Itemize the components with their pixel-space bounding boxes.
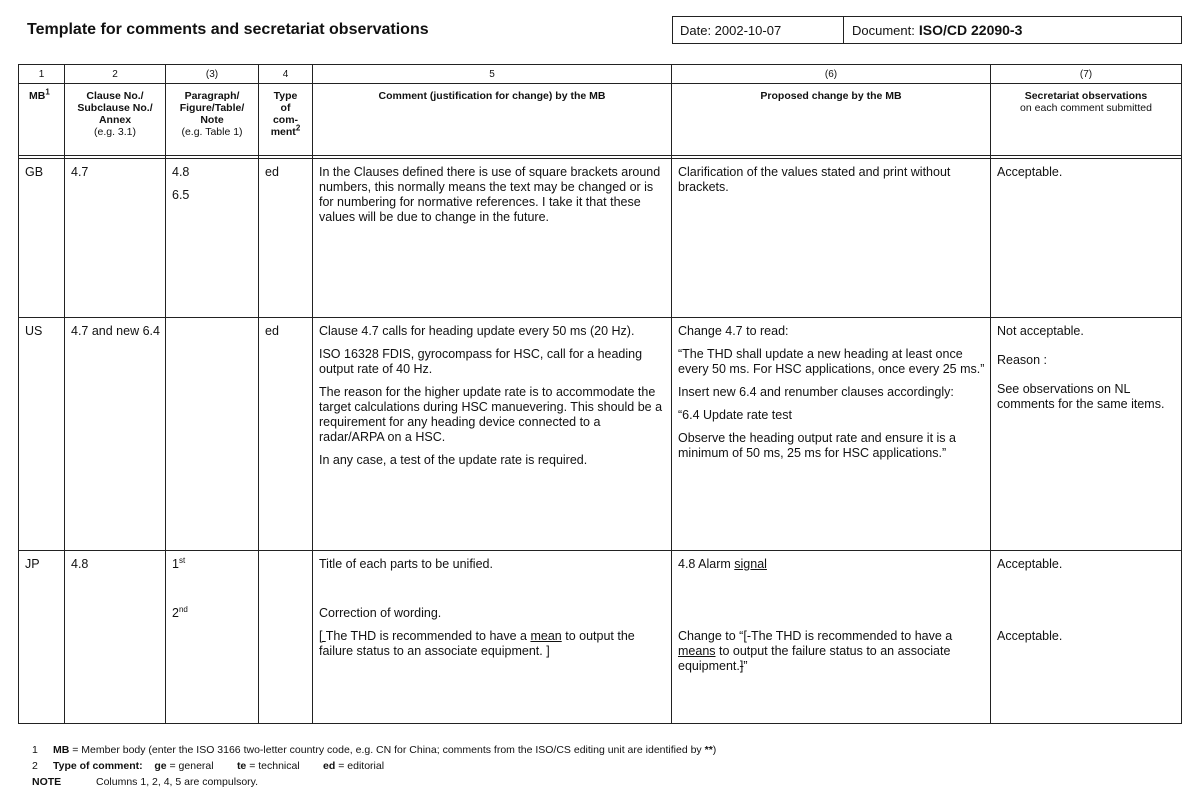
date-field: Date: 2002-10-07 — [673, 17, 844, 43]
column-number: (6) — [672, 65, 991, 84]
table-row — [19, 551, 1182, 724]
column-number: 5 — [313, 65, 672, 84]
document-label: Document: — [852, 22, 915, 38]
note-label: NOTE — [32, 776, 62, 788]
paragraph-ref-sup: st — [178, 555, 186, 565]
footnote-number: 1 — [32, 744, 38, 756]
cell-mb: JP — [19, 551, 65, 724]
cell-mb: GB — [19, 159, 65, 318]
header-clause-line: Subclause No./ — [77, 102, 153, 114]
quote-text: The THD is recommended to have a — [325, 629, 531, 643]
secretariat-paragraph: See observations on NL comments for the same items. — [997, 382, 1165, 411]
proposed-underlined-word: signal — [734, 557, 767, 571]
code-ed-text: = editorial — [335, 760, 385, 772]
column-number: 4 — [259, 65, 313, 84]
header-paragraph — [166, 84, 259, 156]
code-ge-text: = general — [166, 760, 214, 772]
header-type-line: com- — [272, 114, 299, 126]
header-mb — [19, 84, 65, 156]
code-ge: ge — [154, 760, 167, 772]
header-paragraph-line: Paragraph/ — [184, 90, 240, 102]
comment-paragraph: Clause 4.7 calls for heading update every 50 ms (20 Hz). — [319, 324, 635, 338]
proposed-paragraph: Change 4.7 to read: — [678, 324, 789, 338]
note-text: Columns 1, 2, 4, 5 are compulsory. — [96, 776, 259, 788]
cell-secretariat — [991, 318, 1182, 551]
column-number: (3) — [166, 65, 259, 84]
cell-type — [259, 551, 313, 724]
cell-paragraph — [166, 159, 259, 318]
header-clause — [65, 84, 166, 156]
header-paragraph-example: (e.g. Table 1) — [181, 126, 243, 138]
table-row — [19, 159, 1182, 318]
cell-comment: In the Clauses defined there is use of square brackets around numbers, this normally means the text may be changed or is for numbering for normative references. I take it that these values will be due to change in the future. — [313, 159, 672, 318]
proposed-text: to output the failure status to an associate equipment. — [678, 644, 951, 673]
footnote-stars: ** — [704, 744, 713, 756]
cell-clause: 4.7 and new 6.4 — [65, 318, 166, 551]
bracket-close: ] — [546, 644, 550, 658]
header-type-line: Type — [273, 90, 298, 102]
header-clause-line: Clause No./ — [86, 90, 144, 102]
column-number: 1 — [19, 65, 65, 84]
code-ed: ed — [323, 760, 336, 772]
bracket-open: [ — [319, 629, 326, 643]
note-line — [32, 774, 716, 790]
document-field — [844, 17, 1181, 43]
cell-paragraph — [166, 318, 259, 551]
cell-type: ed — [259, 159, 313, 318]
struck-bracket: [ — [743, 629, 747, 643]
secretariat-paragraph: Not acceptable. — [997, 324, 1084, 338]
column-header-row — [19, 84, 1182, 156]
paragraph-ref — [172, 557, 253, 572]
footnote-ref: 1 — [45, 87, 50, 97]
cell-secretariat: Acceptable. — [991, 159, 1182, 318]
secretariat-paragraph: Reason : — [997, 353, 1048, 367]
comment-paragraph: In any case, a test of the update rate is required. — [319, 453, 588, 467]
cell-proposed-change — [672, 551, 991, 724]
comment-paragraph: ISO 16328 FDIS, gyrocompass for HSC, call for a heading output rate of 40 Hz. — [319, 347, 643, 376]
header-type — [259, 84, 313, 156]
header-type-line: of — [280, 102, 291, 114]
header-paragraph-line: Figure/Table/ — [179, 102, 245, 114]
column-number: (7) — [991, 65, 1182, 84]
comments-table — [18, 64, 1182, 724]
cell-type: ed — [259, 318, 313, 551]
proposed-paragraph: Insert new 6.4 and renumber clauses accordingly: — [678, 385, 954, 399]
cell-clause: 4.7 — [65, 159, 166, 318]
proposed-text: ” — [743, 659, 748, 673]
cell-mb: US — [19, 318, 65, 551]
proposed-paragraph: “The THD shall update a new heading at least once every 50 ms. For HSC applications, once every 25 ms.” — [678, 347, 985, 376]
header-paragraph-line: Note — [200, 114, 224, 126]
proposed-paragraph — [678, 629, 985, 674]
header-mb-label: MB — [29, 90, 46, 102]
header-secretariat-label: Secretariat observations — [1024, 90, 1148, 102]
proposed-paragraph: “6.4 Update rate test — [678, 408, 792, 422]
header-proposed-change: Proposed change by the MB — [672, 84, 991, 156]
proposed-text: 4.8 Alarm — [678, 557, 735, 571]
proposed-text: Change to “ — [678, 629, 744, 643]
paragraph-ref-num: 2 — [172, 606, 179, 620]
cell-clause: 4.8 — [65, 551, 166, 724]
paragraph-ref: 6.5 — [172, 188, 190, 202]
page-title: Template for comments and secretariat observations — [27, 21, 429, 38]
footnote-1 — [32, 742, 716, 758]
comment-quote — [319, 629, 666, 659]
code-te-text: = technical — [246, 760, 300, 772]
footnote-number: 2 — [32, 760, 38, 772]
proposed-underlined-word: means — [678, 644, 716, 658]
paragraph-ref-sup: nd — [178, 604, 188, 614]
comment-paragraph: Correction of wording. — [319, 606, 442, 620]
header-type-line: ment — [270, 126, 296, 138]
paragraph-ref-num: 1 — [172, 557, 179, 571]
footnote-text: = Member body (enter the ISO 3166 two-letter country code, e.g. CN for China; comments from the ISO/CS editing unit are identified by — [69, 744, 705, 756]
footnote-2 — [32, 758, 716, 774]
header-comment: Comment (justification for change) by the MB — [313, 84, 672, 156]
proposed-text: -The THD is recommended to have a — [746, 629, 953, 643]
proposed-paragraph — [678, 557, 985, 572]
footnotes — [32, 742, 716, 790]
document-number: ISO/CD 22090-3 — [918, 22, 1023, 38]
column-number: 2 — [65, 65, 166, 84]
footnote-text-end: ) — [712, 744, 717, 756]
header-secretariat-sub: on each comment submitted — [1020, 102, 1152, 114]
column-number-row — [19, 65, 1182, 84]
header-secretariat — [991, 84, 1182, 156]
code-te: te — [236, 760, 247, 772]
proposed-paragraph: Observe the heading output rate and ensure it is a minimum of 50 ms, 25 ms for HSC applications.” — [678, 431, 956, 460]
document-meta-box — [672, 16, 1182, 44]
table-row — [19, 318, 1182, 551]
header-clause-example: (e.g. 3.1) — [93, 126, 137, 138]
paragraph-ref: 4.8 — [172, 165, 190, 179]
cell-proposed-change: Clarification of the values stated and print without brackets. — [672, 159, 991, 318]
header-clause-line: Annex — [98, 114, 132, 126]
quote-text: to output the failure status to an associate equipment. — [319, 629, 635, 658]
footnote-label: Type of comment: — [53, 760, 143, 772]
paragraph-ref — [172, 606, 253, 621]
cell-proposed-change — [672, 318, 991, 551]
cell-secretariat — [991, 551, 1182, 724]
comment-paragraph: The reason for the higher update rate is to accommodate the target calculations during HSC manuevering. This should be a requirement for any heading device connected to a radar/ARPA on a HSC. — [319, 385, 663, 444]
cell-paragraph — [166, 551, 259, 724]
cell-comment — [313, 318, 672, 551]
footnote-ref: 2 — [295, 123, 301, 133]
struck-bracket: ] — [739, 659, 744, 673]
secretariat-paragraph: Acceptable. — [997, 557, 1063, 571]
cell-comment — [313, 551, 672, 724]
footnote-label: MB — [53, 744, 70, 756]
secretariat-paragraph: Acceptable. — [997, 629, 1063, 643]
comment-paragraph: Title of each parts to be unified. — [319, 557, 493, 571]
quote-underlined-word: mean — [530, 629, 562, 643]
